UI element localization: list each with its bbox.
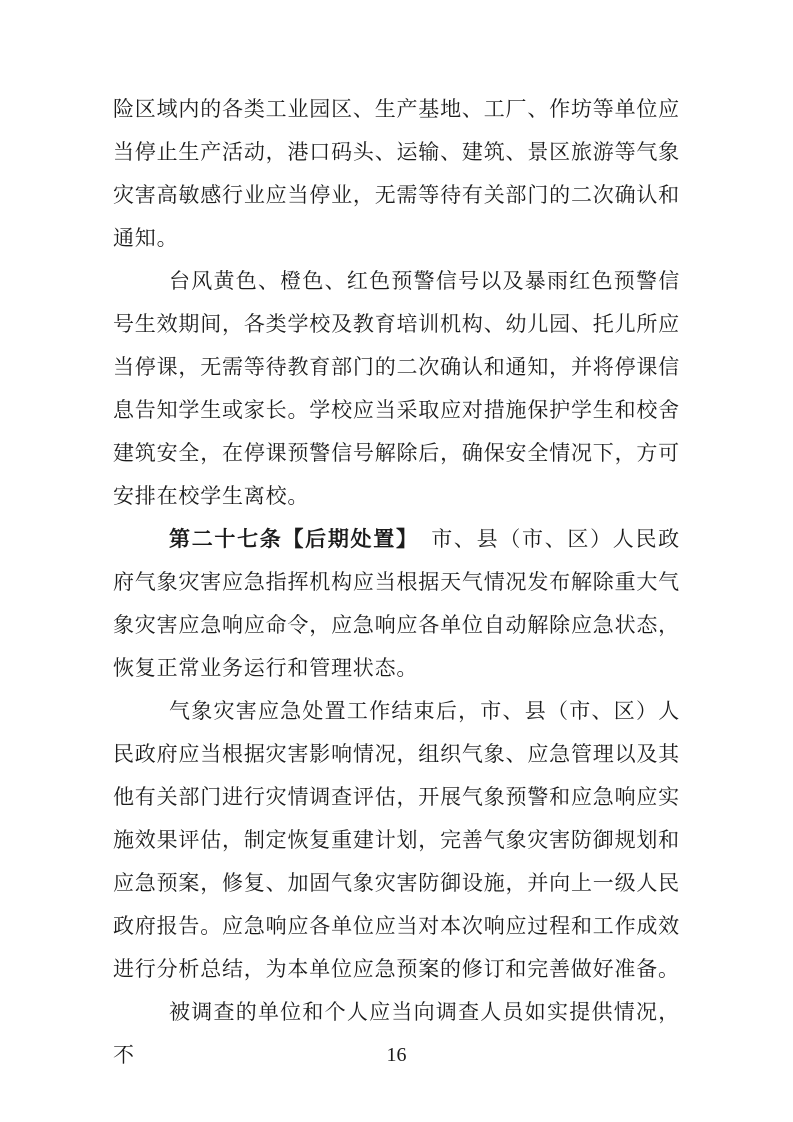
page-number: 16 (386, 1044, 407, 1066)
clause-heading: 第二十七条【后期处置】 (169, 527, 419, 551)
paragraph-continuation: 险区域内的各类工业园区、生产基地、工厂、作坊等单位应当停止生产活动，港口码头、运输、建筑、景区旅游等气象灾害高敏感行业应当停业，无需等待有关部门的二次确认和通知。 (113, 97, 680, 250)
paragraph-post-disposal: 气象灾害应急处置工作结束后，市、县（市、区）人民政府应当根据灾害影响情况，组织气象、应急管理以及其他有关部门进行灾情调查评估，开展气象预警和应急响应实施效果评估，制定恢复重建计划，完善气象灾害防御规划和应急预案，修复、加固气象灾害防御设施，并向上一级人民政府报告。应急响应各单位应当对本次响应过程和工作成效进行分析总结，为本单位应急预案的修订和完善做好准备。 (113, 699, 680, 981)
paragraph-investigation: 被调查的单位和个人应当向调查人员如实提供情况，不 (113, 1000, 680, 1067)
text-block (113, 88, 680, 1077)
paragraph-clause-27 (113, 518, 680, 690)
clause-body: 市、县（市、区）人民政府气象灾害应急指挥机构应当根据天气情况发布解除重大气象灾害应急响应命令，应急响应各单位自动解除应急状态，恢复正常业务运行和管理状态。 (113, 527, 680, 680)
paragraph-school-suspension: 台风黄色、橙色、红色预警信号以及暴雨红色预警信号生效期间，各类学校及教育培训机构、幼儿园、托儿所应当停课，无需等待教育部门的二次确认和通知，并将停课信息告知学生或家长。学校应当采取应对措施保护学生和校舍建筑安全，在停课预警信号解除后，确保安全情况下，方可安排在校学生离校。 (113, 269, 680, 508)
